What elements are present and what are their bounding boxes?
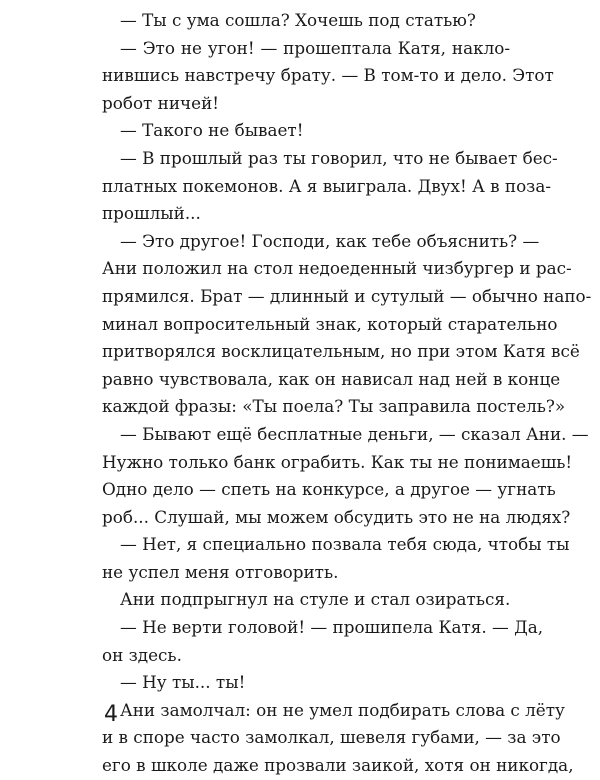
- text-line: — Такого не бывает!: [120, 120, 304, 141]
- text-line: роб... Слушай, мы можем обсудить это не на людях?: [102, 506, 571, 527]
- text-line: — Не верти головой! — прошипела Катя. — Да,: [120, 617, 544, 638]
- text-line: — Это другое! Господи, как тебе объяснить? —: [120, 230, 540, 251]
- text-line: Ани положил на стол недоеденный чизбургер и рас-: [102, 258, 572, 279]
- page-number: 4: [104, 702, 118, 727]
- text-line: нившись навстречу брату. — В том-то и дело. Этот: [102, 65, 554, 86]
- text-line: — В прошлый раз ты говорил, что не бывает бес-: [120, 147, 558, 168]
- text-line: Ани подпрыгнул на стуле и стал озираться.: [120, 589, 511, 610]
- text-line: не успел меня отговорить.: [102, 561, 339, 582]
- text-line: — Ты с ума сошла? Хочешь под статью?: [120, 10, 476, 30]
- text-line: прямился. Брат — длинный и сутулый — обычно напо-: [102, 285, 592, 306]
- text-line: — Ну ты... ты!: [120, 672, 246, 693]
- text-line: Одно дело — спеть на конкурсе, а другое — угнать: [102, 479, 556, 500]
- text-line: равно чувствовала, как он нависал над ней в конце: [102, 368, 561, 389]
- text-line: прошлый...: [102, 203, 201, 224]
- text-line: минал вопросительный знак, который старательно: [102, 313, 558, 334]
- text-line: притворялся восклицательным, но при этом Катя всё: [102, 341, 580, 362]
- body-text: [102, 7, 592, 780]
- text-line: и в споре часто замолкал, шевеля губами, — за это: [102, 727, 561, 748]
- text-line: — Нет, я специально позвала тебя сюда, чтобы ты: [120, 534, 570, 555]
- text-line: его в школе даже прозвали заикой, хотя он никогда,: [102, 755, 574, 776]
- text-line: платных покемонов. А я выиграла. Двух! А в поза-: [102, 175, 552, 196]
- text-line: Ани замолчал: он не умел подбирать слова с лёту: [120, 699, 565, 720]
- text-line: Нужно только банк ограбить. Как ты не понимаешь!: [102, 451, 573, 472]
- text-line: робот ничей!: [102, 92, 219, 113]
- text-line: — Бывают ещё бесплатные деньги, — сказал Ани. —: [120, 423, 589, 444]
- text-line: — Это не угон! — прошептала Катя, накло-: [120, 37, 510, 58]
- text-line: каждой фразы: «Ты поела? Ты заправила постель?»: [102, 396, 566, 417]
- text-line: он здесь.: [102, 644, 182, 665]
